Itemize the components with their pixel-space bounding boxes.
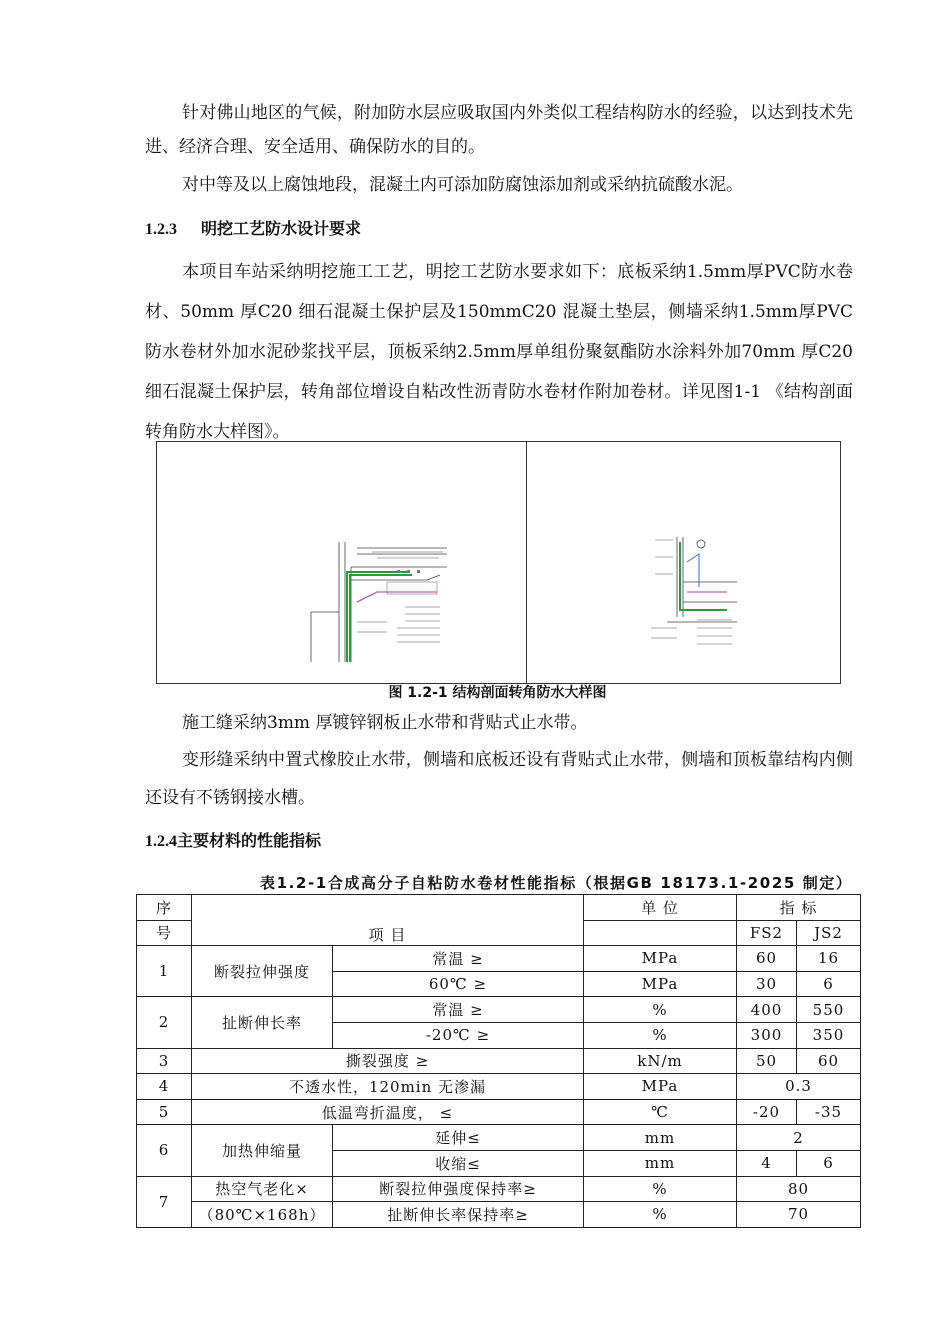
row-fs2: 4 [737, 1150, 797, 1176]
row-item: 低温弯折温度， ≤ [192, 1099, 584, 1125]
table-row [137, 946, 861, 972]
paragraph-open-cut: 本项目车站采纳明挖施工工艺，明挖工艺防水要求如下：底板采纳1.5mm厚PVC防水卷材、50mm 厚C20 细石混凝土保护层及150mmC20 混凝土垫层，侧墙采纳1.5mm厚PVC防水卷材外加水泥砂浆找平层，顶板采纳2.5mm厚单组份聚氨酯防水涂料外加70mm 厚C20 细石混凝土保护层，转角部位增设自粘改性沥青防水卷材作附加卷材。详见图1-1 《结构剖面转角防水大样图》。 [145, 262, 853, 442]
header-unit-blank [584, 920, 737, 946]
row-condition: 常温 ≥ [333, 946, 584, 972]
row-unit: ℃ [584, 1099, 737, 1125]
row-unit: % [584, 1176, 737, 1202]
figure-waterproof-detail [156, 441, 841, 684]
figure-right-panel [527, 442, 840, 683]
row-condition: 扯断伸长率保持率≥ [333, 1202, 584, 1228]
header-unit: 单 位 [584, 895, 737, 921]
table-caption: 表1.2-1合成高分子自粘防水卷材性能指标（根据GB 18173.1-2025 制定） [260, 874, 853, 892]
figure-left-panel [157, 442, 527, 683]
row-fs2: 30 [737, 971, 797, 997]
row-condition: -20℃ ≥ [333, 1022, 584, 1048]
row-condition: 常温 ≥ [333, 997, 584, 1023]
row-unit: MPa [584, 971, 737, 997]
row-number: 1 [137, 946, 192, 997]
row-js2: 550 [797, 997, 861, 1023]
header-seq: 序 [137, 895, 192, 921]
table-header-row [137, 895, 861, 921]
table-row [137, 997, 861, 1023]
section-heading-1-2-4: 1.2.4主要材料的性能指标 [145, 833, 322, 850]
row-item: 撕裂强度 ≥ [192, 1048, 584, 1074]
section-title: 明挖工艺防水设计要求 [201, 221, 362, 238]
row-item: 加热伸缩量 [192, 1125, 333, 1176]
row-item: 不透水性，120min 无渗漏 [192, 1074, 584, 1100]
table-row [137, 1176, 861, 1202]
header-item: 项 目 [192, 895, 584, 946]
row-number: 7 [137, 1176, 192, 1227]
row-js2: 6 [797, 1150, 861, 1176]
row-condition: 收缩≤ [333, 1150, 584, 1176]
row-item: 断裂拉伸强度 [192, 946, 333, 997]
corner-detail-drawing-right [527, 442, 840, 683]
row-item-2: （80℃×168h） [192, 1202, 333, 1228]
row-value: 80 [737, 1176, 861, 1202]
section-heading-1-2-3 [145, 216, 361, 239]
row-unit: kN/m [584, 1048, 737, 1074]
row-item: 扯断伸长率 [192, 997, 333, 1048]
table-row [137, 1202, 861, 1228]
row-fs2: 400 [737, 997, 797, 1023]
row-js2: 16 [797, 946, 861, 972]
row-unit: mm [584, 1150, 737, 1176]
row-unit: % [584, 997, 737, 1023]
row-value: 2 [737, 1125, 861, 1151]
paragraph-climate: 针对佛山地区的气候，附加防水层应吸取国内外类似工程结构防水的经验，以达到技术先进、经济合理、安全适用、确保防水的目的。 [145, 103, 853, 157]
table-row [137, 1074, 861, 1100]
section-number: 1.2.3 [145, 221, 177, 238]
header-seq-2: 号 [137, 920, 192, 946]
header-fs2: FS2 [737, 920, 797, 946]
row-unit: MPa [584, 1074, 737, 1100]
row-fs2: 60 [737, 946, 797, 972]
row-js2: 60 [797, 1048, 861, 1074]
table-row [137, 1125, 861, 1151]
row-fs2: -20 [737, 1099, 797, 1125]
corner-detail-drawing-left [157, 442, 526, 683]
row-fs2: 300 [737, 1022, 797, 1048]
row-js2: 350 [797, 1022, 861, 1048]
row-value: 70 [737, 1202, 861, 1228]
paragraph-deformation-joint: 变形缝采纳中置式橡胶止水带，侧墙和底板还设有背贴式止水带，侧墙和顶板靠结构内侧还设有不锈钢接水槽。 [145, 750, 853, 808]
row-number: 5 [137, 1099, 192, 1125]
row-number: 2 [137, 997, 192, 1048]
paragraph-construction-joint: 施工缝采纳3mm 厚镀锌钢板止水带和背贴式止水带。 [182, 713, 588, 733]
header-index: 指 标 [737, 895, 861, 921]
table-row [137, 1099, 861, 1125]
row-item: 热空气老化× [192, 1176, 333, 1202]
row-fs2: 50 [737, 1048, 797, 1074]
row-js2: -35 [797, 1099, 861, 1125]
row-value: 0.3 [737, 1074, 861, 1100]
performance-table [136, 894, 861, 1228]
figure-caption: 图 1.2-1 结构剖面转角防水大样图 [388, 685, 607, 701]
row-number: 3 [137, 1048, 192, 1074]
row-condition: 断裂拉伸强度保持率≥ [333, 1176, 584, 1202]
row-condition: 60℃ ≥ [333, 971, 584, 997]
row-unit: mm [584, 1125, 737, 1151]
row-number: 4 [137, 1074, 192, 1100]
row-unit: MPa [584, 946, 737, 972]
row-unit: % [584, 1022, 737, 1048]
row-unit: % [584, 1202, 737, 1228]
header-js2: JS2 [797, 920, 861, 946]
row-number: 6 [137, 1125, 192, 1176]
row-js2: 6 [797, 971, 861, 997]
paragraph-corrosion: 对中等及以上腐蚀地段，混凝土内可添加防腐蚀添加剂或采纳抗硫酸水泥。 [182, 175, 743, 195]
table-row [137, 1048, 861, 1074]
row-condition: 延伸≤ [333, 1125, 584, 1151]
